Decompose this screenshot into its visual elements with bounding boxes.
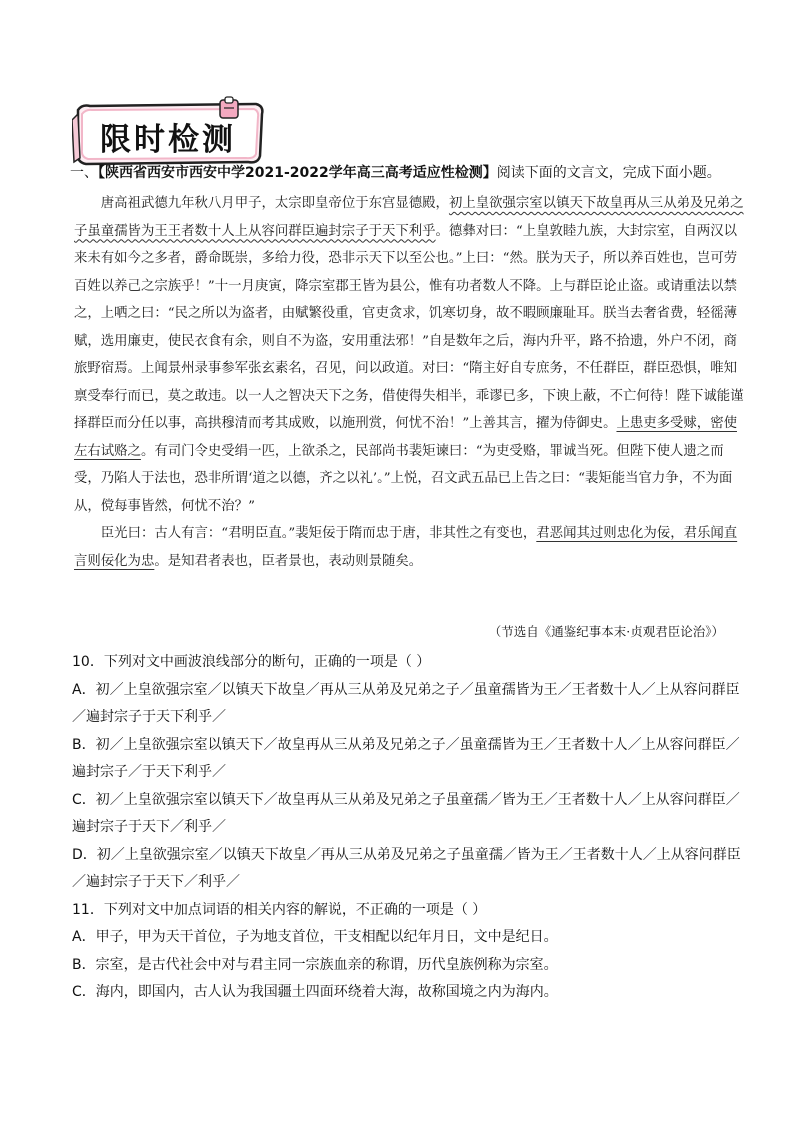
question-11-stem: 11．下列对文中加点词语的相关内容的解说，不正确的一项是（ ） (72, 901, 487, 918)
source-tag: 【陕西省西安市西安中学2021-2022学年高三高考适应性检测】 (98, 165, 497, 181)
passage-paragraph-1 (74, 190, 746, 520)
question-10-option-d: D．初／上皇欲强宗室／以镇天下故皇／再从三从弟及兄弟之子虽童孺／皆为王／王者数十人／上从容问群臣／遍封宗子于天下／利乎／ (72, 846, 741, 890)
question-11-option-b: B．宗室，是古代社会中对与君主同一宗族血亲的称谓，历代皇族例称为宗室。 (72, 956, 558, 973)
banner-title: 限时检测 (100, 122, 236, 158)
question-11-option-a: A．甲子，甲为天干首位，子为地支首位，干支相配以纪年月日，文中是纪日。 (72, 929, 558, 945)
question-list (72, 649, 742, 1007)
wavy-underlined-text: 初上皇欲强宗室以镇天下故皇再从三从弟及兄弟之子虽童孺皆为王王者数十人上从容问群臣遍封宗子于天下利乎 (74, 196, 744, 239)
passage-text: 。是知君者表也，臣者景也，表动则景随矣。 (154, 553, 423, 569)
section-instruction: 阅读下面的文言文，完成下面小题。 (496, 165, 721, 181)
question-11-option-c: C．海内，即国内，古人认为我国疆土四面环绕着大海，故称国境之内为海内。 (72, 984, 558, 1000)
passage-text: 臣光曰：古人有言：“君明臣直。”裴矩佞于隋而忠于唐，非其性之有变也， (100, 526, 537, 541)
passage-text: 唐高祖武德九年秋八月甲子，太宗即皇帝位于东宫显德殿， (100, 196, 449, 211)
underlined-text: 君恶闻其过则忠化为佞，君乐闻直言则佞化为忠 (74, 526, 738, 569)
section-heading (70, 163, 750, 183)
passage-text: 。有司门令史受绢一匹，上欲杀之，民部尚书裴矩谏曰：“为吏受赂，罪诚当死。但陛下使人遗之而受，乃陷人于法也，恐非所谓‘道之以德，齐之以礼’。”上悦，召文武五品已上告之曰：“裴矩能当官力争，不为面从，傥每事皆然，何忧不治？” (74, 443, 733, 514)
classical-passage (74, 190, 746, 575)
passage-text: 。德彝对曰：“上皇敦睦九族，大封宗室，自两汉以来未有如今之多者，爵命既崇，多给力役，恐非示天下以至公也。”上曰：“然。朕为天子，所以养百姓也，岂可劳百姓以养己之宗族乎！”十一月庚寅，降宗室郡王皆为县公，惟有功者数人不降。上与群臣论止盗。或请重法以禁之，上哂之曰：“民之所以为盗者，由赋繁役重，官吏贪求，饥寒切身，故不暇顾廉耻耳。朕当去奢省费，轻徭薄赋，选用廉吏，使民衣食有余，则自不为盗，安用重法邪！”自是数年之后，海内升平，路不拾遗，外户不闭，商旅野宿焉。上闻景州录事参军张玄素名，召见，问以政道。对曰：“隋主好自专庶务，不任群臣，群臣恐惧，唯知禀受奉行而已，莫之敢违。以一人之智决天下之务，借使得失相半，乖谬已多，下谀上蔽，不亡何待！陛下诚能谨择群臣而分任以事，高拱穆清而考其成败，以施刑赏，何忧不治！”上善其言，擢为侍御史。 (74, 223, 744, 431)
passage-source: （节选自《通鉴纪事本末·贞观君臣论治》） (488, 624, 724, 639)
underlined-text: 上患吏多受赇，密使左右试赂之 (74, 416, 737, 459)
paper-clip-icon (216, 96, 244, 122)
section-number: 一、 (70, 165, 98, 181)
question-10-stem: 10．下列对文中画波浪线部分的断句，正确的一项是（ ） (72, 654, 431, 670)
question-10-option-c: C．初／上皇欲强宗室以镇天下／故皇再从三从弟及兄弟之子虽童孺／皆为王／王者数十人／上从容问群臣／遍封宗子于天下／利乎／ (72, 791, 740, 835)
question-10-option-b: B．初／上皇欲强宗室以镇天下／故皇再从三从弟及兄弟之子／虽童孺皆为王／王者数十人／上从容问群臣／遍封宗子／于天下利乎／ (72, 736, 740, 780)
question-10-option-a: A．初／上皇欲强宗室／以镇天下故皇／再从三从弟及兄弟之子／虽童孺皆为王／王者数十人／上从容问群臣／遍封宗子于天下利乎／ (72, 681, 740, 725)
passage-paragraph-2 (74, 520, 746, 575)
